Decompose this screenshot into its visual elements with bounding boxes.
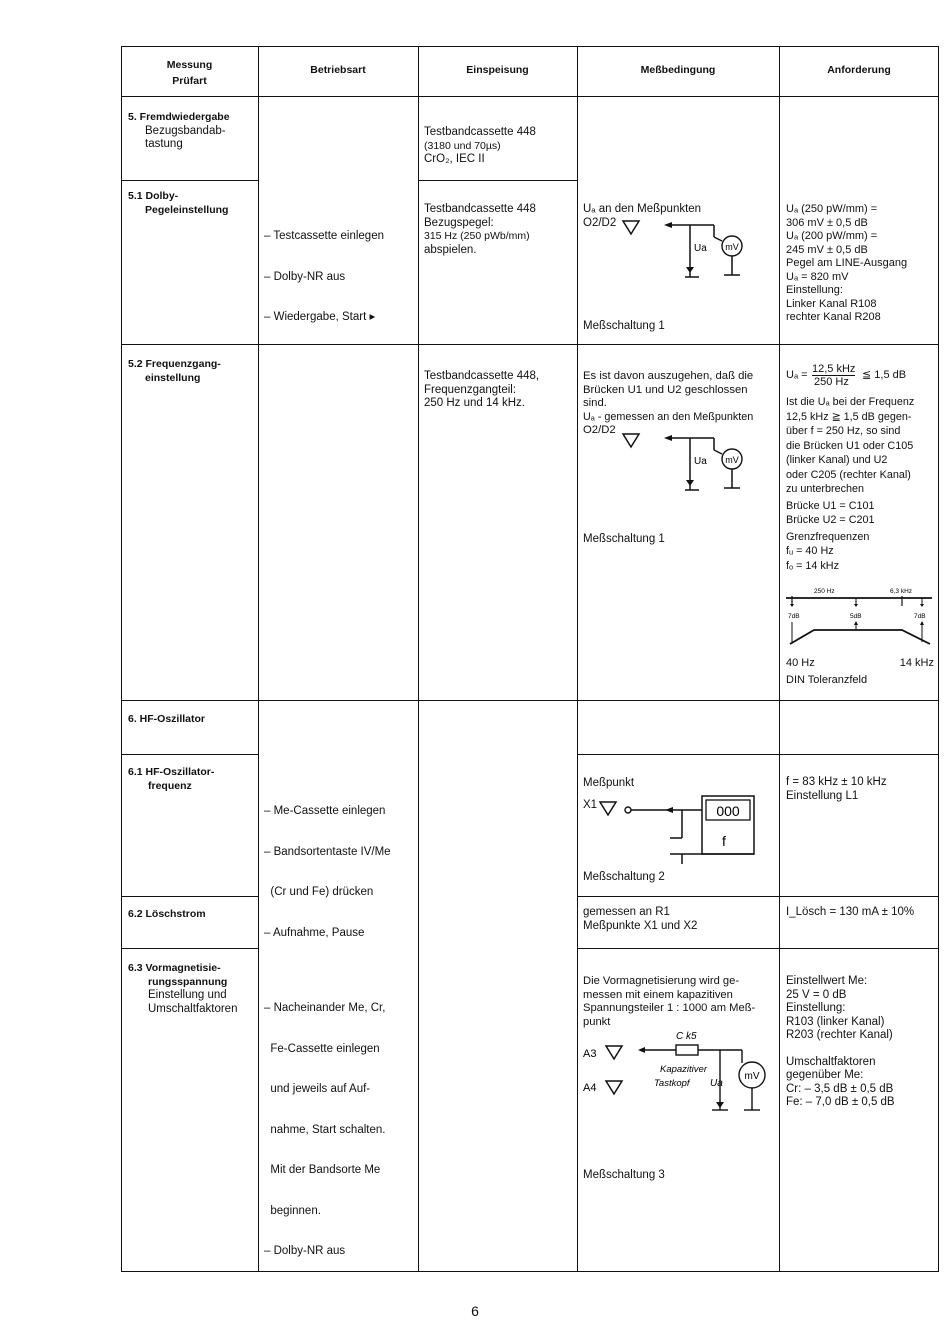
section-51-title: 5.1 Dolby- xyxy=(128,190,179,202)
tol-250-label: 250 Hz xyxy=(814,588,835,595)
section-5-title: 5. Fremdwiedergabe xyxy=(128,111,230,123)
mess-line: gemessen an R1 xyxy=(583,906,670,918)
formula-left: Uₐ = xyxy=(786,369,808,381)
anf-line: (linker Kanal) und U2 xyxy=(786,454,888,466)
x1-label: X1 xyxy=(583,799,598,811)
mess-line: O2/D2 xyxy=(583,216,617,229)
measure-point-icon xyxy=(606,1046,622,1059)
betrieb-line: nahme, Start schalten. xyxy=(264,1123,386,1136)
section-52-cell xyxy=(128,358,256,385)
messschaltung-label: Meßschaltung 1 xyxy=(583,320,665,332)
measure-point-icon xyxy=(600,802,616,815)
column-divider xyxy=(779,46,780,1272)
mv-label: mV xyxy=(744,1071,760,1082)
kapazitiver-label: Kapazitiver xyxy=(660,1064,707,1075)
betrieb-line: – Dolby-NR aus xyxy=(264,270,346,283)
formula-denominator: 250 Hz xyxy=(814,376,849,388)
header-messung-line1: Messung xyxy=(166,59,213,71)
row-divider xyxy=(121,754,258,755)
anf-line: Uₐ (250 pW/mm) = xyxy=(786,203,878,215)
betrieb-line: und jeweils auf Auf- xyxy=(264,1083,371,1095)
anf-line: gegenüber Me: xyxy=(786,1069,864,1081)
mess-line: O2/D2 xyxy=(583,424,616,436)
measure-point-icon xyxy=(623,221,639,234)
tastkopf-label: Tastkopf xyxy=(654,1078,690,1089)
section-5-sub: Bezugsbandab- xyxy=(145,124,226,137)
arrow-icon xyxy=(665,807,673,813)
tol-63-label: 6,3 kHz xyxy=(890,588,913,595)
page-number: 6 xyxy=(471,1303,479,1319)
section-61-betriebsart xyxy=(264,778,416,967)
capacitor-icon xyxy=(676,1045,698,1055)
einsp-line: 315 Hz (250 pWb/mm) xyxy=(424,230,530,242)
anf-line: fᵤ = 40 Hz xyxy=(786,545,834,557)
ua-label: Ua xyxy=(694,456,707,467)
einsp-line: abspielen. xyxy=(424,243,477,256)
header-messbedingung: Meßbedingung xyxy=(640,64,716,76)
anf-line: Brücke U1 = C101 xyxy=(786,499,875,512)
section-52-formula xyxy=(786,363,936,395)
ua-label: Ua xyxy=(694,243,707,254)
anf-line: 12,5 kHz ≧ 1,5 dB gegen- xyxy=(786,410,912,423)
section-62-title: 6.2 Löschstrom xyxy=(128,908,206,920)
einsp-line: Testbandcassette 448 xyxy=(424,126,536,138)
mess-line: Die Vormagnetisierung wird ge- xyxy=(583,975,740,987)
mess-line: Uₐ an den Meßpunkten xyxy=(583,203,702,215)
anf-line: Einstellung: xyxy=(786,284,843,296)
anf-line: die Brücken U1 oder C105 xyxy=(786,439,914,452)
tolerance-caption: DIN Toleranzfeld xyxy=(786,674,868,686)
tol-7db-label: 7dB xyxy=(788,613,800,620)
betrieb-line: – Testcassette einlegen xyxy=(264,230,384,242)
header-divider xyxy=(121,96,939,97)
anf-line: 25 V = 0 dB xyxy=(786,988,847,1001)
header-messung xyxy=(121,57,258,89)
arrow-down-icon xyxy=(686,480,694,486)
betrieb-line: – Dolby-NR aus xyxy=(264,1245,346,1257)
anf-line: 245 mV ± 0,5 dB xyxy=(786,243,868,256)
anf-line: Fe: – 7,0 dB ± 0,5 dB xyxy=(786,1096,895,1108)
section-62-anforderung: I_Lösch = 130 mA ± 10% xyxy=(786,906,915,918)
din-tolerance-field xyxy=(784,584,936,656)
a3-label: A3 xyxy=(583,1048,597,1060)
messpunkt-label: Meßpunkt xyxy=(583,777,635,789)
anf-line: Uₐ (200 pW/mm) = xyxy=(786,230,878,242)
measurement-circuit-2 xyxy=(578,790,778,870)
arrow-icon xyxy=(638,1047,645,1053)
betrieb-line: – Wiedergabe, Start ▸ xyxy=(264,311,376,323)
anf-line: Einstellwert Me: xyxy=(786,975,868,987)
a4-label: A4 xyxy=(583,1082,597,1094)
betrieb-line: Fe-Cassette einlegen xyxy=(264,1042,380,1055)
mess-line: Uₐ - gemessen an den Meßpunkten xyxy=(583,410,754,423)
anf-line: Einstellung: xyxy=(786,1002,846,1014)
mess-line: Meßpunkte X1 und X2 xyxy=(583,919,698,932)
anf-line: Uₐ = 820 mV xyxy=(786,270,849,283)
section-5-cell xyxy=(128,111,256,152)
formula-right: ≦ 1,5 dB xyxy=(862,369,907,381)
section-63-sub: Einstellung und xyxy=(148,989,227,1001)
measurement-circuit-3 xyxy=(578,1026,778,1118)
header-messung-line2: Prüfart xyxy=(172,75,207,87)
row-divider xyxy=(418,180,578,181)
anf-line: über f = 250 Hz, so sind xyxy=(786,425,901,437)
section-61-anforderung xyxy=(786,776,936,803)
anf-line: Linker Kanal R108 xyxy=(786,297,877,310)
row-divider xyxy=(121,180,258,181)
arrow-down-icon xyxy=(716,1102,724,1108)
betrieb-line: – Nacheinander Me, Cr, xyxy=(264,1002,386,1014)
section-61-title: frequenz xyxy=(148,779,192,792)
messschaltung-label: Meßschaltung 2 xyxy=(583,871,665,883)
einsp-line: 250 Hz und 14 kHz. xyxy=(424,397,526,409)
einsp-line: Testbandcassette 448 xyxy=(424,203,536,215)
measure-point-icon xyxy=(606,1081,622,1094)
anf-line: Brücke U2 = C201 xyxy=(786,514,875,526)
anf-line: Grenzfrequenzen xyxy=(786,530,870,543)
measure-point-icon xyxy=(623,434,639,447)
mv-label: mV xyxy=(725,455,739,465)
row-divider xyxy=(577,896,939,897)
tolerance-axis xyxy=(786,657,934,671)
section-61-cell xyxy=(128,766,256,793)
section-51-einspeisung xyxy=(424,203,574,257)
anf-line: oder C205 (rechter Kanal) xyxy=(786,468,911,481)
betrieb-line: – Aufnahme, Pause xyxy=(264,926,365,939)
section-52-title: 5.2 Frequenzgang- xyxy=(128,358,221,370)
mess-line: messen mit einem kapazitiven xyxy=(583,988,733,1001)
arrow-icon xyxy=(664,222,672,228)
anf-line: R103 (linker Kanal) xyxy=(786,1015,885,1028)
measurement-circuit-1 xyxy=(578,215,778,285)
section-63-cell xyxy=(128,962,256,1016)
anf-line: Ist die Uₐ bei der Frequenz xyxy=(786,396,915,408)
f-label: f xyxy=(722,833,726,849)
row-divider xyxy=(577,754,939,755)
section-63-messbedingung xyxy=(583,975,777,1029)
section-63-betriebsart xyxy=(264,975,416,1286)
arrow-down-icon xyxy=(686,267,694,273)
header-einspeisung: Einspeisung xyxy=(466,64,529,76)
einsp-line: (3180 und 70µs) xyxy=(424,139,501,152)
section-61-title: 6.1 HF-Oszillator- xyxy=(128,766,215,778)
formula-numerator: 12,5 kHz xyxy=(812,363,856,375)
section-63-title: rungsspannung xyxy=(148,975,228,988)
tol-40hz-label: 40 Hz xyxy=(786,657,815,669)
mess-line: Spannungsteiler 1 : 1000 am Meß- xyxy=(583,1002,756,1014)
section-63-title: 6.3 Vormagnetisie- xyxy=(128,962,221,974)
messschaltung-label: Meßschaltung 1 xyxy=(583,533,665,545)
section-5-einspeisung xyxy=(424,126,574,167)
anf-line: f = 83 kHz ± 10 kHz xyxy=(786,776,887,788)
ua-label: Ua xyxy=(710,1078,723,1089)
anf-line: fₒ = 14 kHz xyxy=(786,559,839,572)
section-52-anforderung xyxy=(786,395,936,573)
mv-label: mV xyxy=(725,242,739,252)
row-divider xyxy=(121,700,939,701)
row-divider xyxy=(577,948,939,949)
row-divider xyxy=(121,344,939,345)
section-51-title: Pegeleinstellung xyxy=(145,203,229,216)
anf-line: Umschaltfaktoren xyxy=(786,1055,876,1068)
anf-line: Einstellung L1 xyxy=(786,789,859,802)
section-52-title: einstellung xyxy=(145,371,201,384)
section-63-anforderung xyxy=(786,975,936,1110)
arrow-icon xyxy=(664,435,672,441)
messschaltung-label: Meßschaltung 3 xyxy=(583,1169,665,1181)
einsp-line: Bezugspegel: xyxy=(424,216,494,229)
betrieb-line: (Cr und Fe) drücken xyxy=(264,886,374,898)
betrieb-line: – Me-Cassette einlegen xyxy=(264,805,386,817)
anf-line xyxy=(786,1043,936,1056)
tol-7db-label: 7dB xyxy=(914,613,926,620)
anf-line: Cr: – 3,5 dB ± 0,5 dB xyxy=(786,1082,894,1095)
mess-line: Es ist davon auszugehen, daß die xyxy=(583,370,754,382)
section-6-title: 6. HF-Oszillator xyxy=(128,713,206,725)
measurement-circuit-1b xyxy=(578,428,778,498)
betrieb-line: – Bandsortentaste IV/Me xyxy=(264,845,391,858)
einsp-line: CrO₂, IEC II xyxy=(424,153,485,165)
mess-line: punkt xyxy=(583,1015,611,1028)
mess-line: Brücken U1 und U2 geschlossen xyxy=(583,383,748,396)
betrieb-line: beginnen. xyxy=(264,1204,321,1217)
einsp-line: Frequenzgangteil: xyxy=(424,383,517,396)
counter-display: 000 xyxy=(716,803,740,819)
section-5-sub: tastung xyxy=(145,138,183,150)
header-anforderung: Anforderung xyxy=(827,64,891,76)
row-divider xyxy=(121,896,258,897)
section-63-sub: Umschaltfaktoren xyxy=(148,1002,238,1015)
ck5-label: C k5 xyxy=(676,1031,697,1042)
einsp-line: Testbandcassette 448, xyxy=(424,370,540,382)
header-betriebsart: Betriebsart xyxy=(310,64,366,76)
anf-line: rechter Kanal R208 xyxy=(786,311,881,323)
anf-line: zu unterbrechen xyxy=(786,483,865,495)
column-divider xyxy=(418,46,419,1272)
betrieb-line: Mit der Bandsorte Me xyxy=(264,1164,381,1176)
section-62-messbedingung xyxy=(583,906,777,933)
anf-line: Pegel am LINE-Ausgang xyxy=(786,257,908,269)
section-52-einspeisung xyxy=(424,370,574,411)
row-divider xyxy=(121,948,258,949)
section-51-betriebsart xyxy=(264,203,416,352)
anf-line: R203 (rechter Kanal) xyxy=(786,1029,893,1041)
tol-5db-label: 5dB xyxy=(850,613,862,620)
tol-14khz-label: 14 kHz xyxy=(899,657,934,669)
anf-line: 306 mV ± 0,5 dB xyxy=(786,216,868,229)
mess-line: sind. xyxy=(583,397,607,409)
column-divider xyxy=(258,46,259,1272)
section-51-anforderung xyxy=(786,203,936,325)
section-51-cell xyxy=(128,190,256,217)
